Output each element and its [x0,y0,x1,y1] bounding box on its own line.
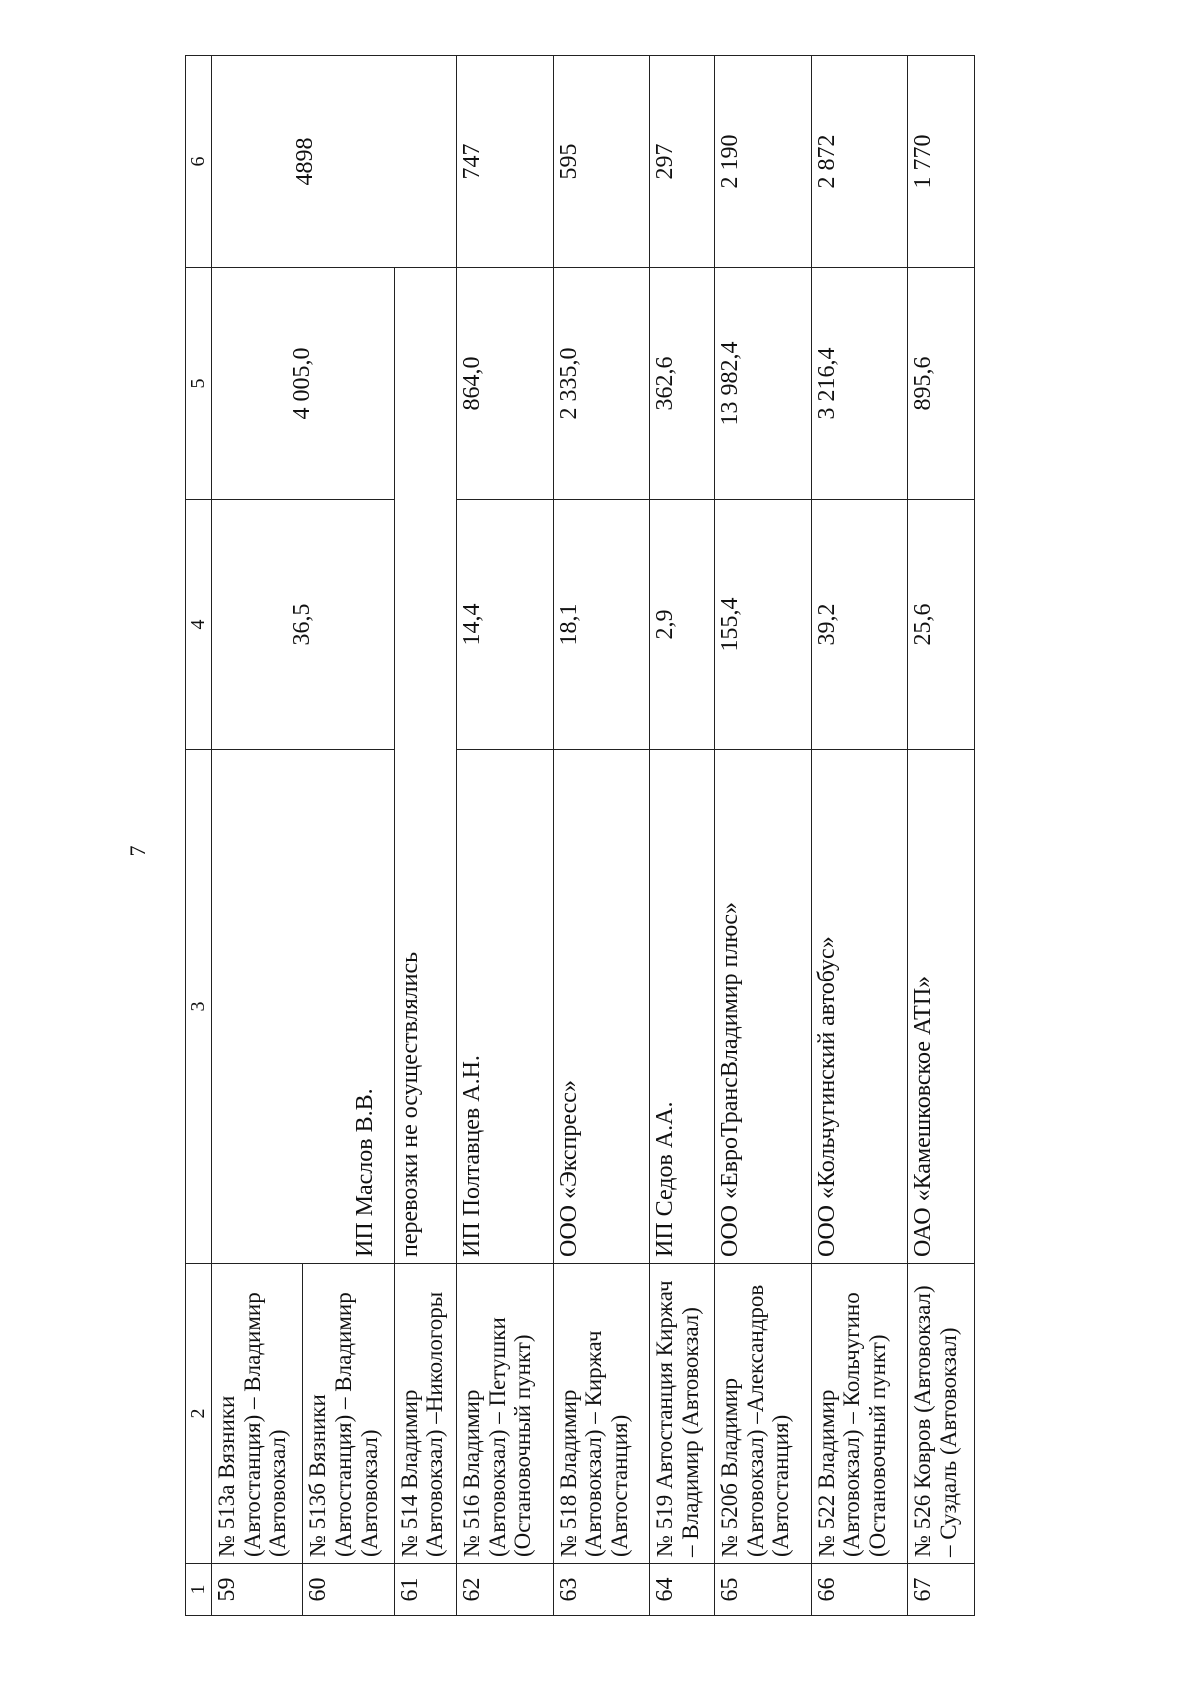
value-col5: 362,6 [650,268,714,500]
data-table [185,55,975,1616]
value-col5: 4 005,0 [211,268,394,500]
row-number: 59 [211,1564,302,1616]
row-number: 67 [908,1564,975,1616]
value-col6: 4898 [211,56,456,268]
table-row [211,56,302,1616]
value-col6: 2 190 [714,56,811,268]
carrier-cell: ООО «Кольчугинский автобус» [811,750,908,1264]
data-table-rotated [185,56,975,1616]
value-col4: 14,4 [456,500,553,750]
table-header-row [186,56,212,1616]
header-cell: 6 [186,56,212,268]
route-cell: № 526 Ковров (Автовокзал) – Суздаль (Автовокзал) [908,1264,975,1564]
value-col4: 2,9 [650,500,714,750]
table-row [714,56,811,1616]
route-cell: № 513б Вязники (Автостанция) – Владимир (Автовокзал) [303,1264,394,1564]
value-col6: 1 770 [908,56,975,268]
value-col5: 864,0 [456,268,553,500]
carrier-cell: ИП Седов А.А. [650,750,714,1264]
row-number: 63 [553,1564,650,1616]
route-cell: № 522 Владимир (Автовокзал) – Кольчугино (Остановочный пункт) [811,1264,908,1564]
value-col6: 297 [650,56,714,268]
value-col4: 36,5 [211,500,394,750]
carrier-cell: ИП Полтавцев А.Н. [456,750,553,1264]
value-col5: 13 982,4 [714,268,811,500]
carrier-cell: перевозки не осуществлялись [394,268,456,1264]
value-col6: 747 [456,56,553,268]
carrier-cell: ООО «Экспресс» [553,750,650,1264]
header-cell: 4 [186,500,212,750]
route-cell: № 519 Автостанция Киржач – Владимир (Автовокзал) [650,1264,714,1564]
header-cell: 1 [186,1564,212,1616]
page-number: 7 [125,845,150,857]
carrier-cell: ОАО «Камешковское АТП» [908,750,975,1264]
value-col4: 155,4 [714,500,811,750]
header-cell: 2 [186,1264,212,1564]
table-row [811,56,908,1616]
row-number: 64 [650,1564,714,1616]
table-row [650,56,714,1616]
table-row [553,56,650,1616]
table-row [908,56,975,1616]
header-cell: 3 [186,750,212,1264]
row-number: 66 [811,1564,908,1616]
route-cell: № 518 Владимир (Автовокзал) – Киржач (Автостанция) [553,1264,650,1564]
route-cell: № 514 Владимир (Автовокзал) –Никологоры [394,1264,456,1564]
row-number: 65 [714,1564,811,1616]
value-col6: 2 872 [811,56,908,268]
table-row [456,56,553,1616]
table-row [394,56,456,1616]
value-col5: 895,6 [908,268,975,500]
value-col4: 18,1 [553,500,650,750]
row-number: 60 [303,1564,394,1616]
value-col5: 3 216,4 [811,268,908,500]
value-col6: 595 [553,56,650,268]
carrier-cell: ИП Маслов В.В. [211,750,394,1264]
route-cell: № 520б Владимир (Автовокзал) –Александров (Автостанция) [714,1264,811,1564]
value-col4: 39,2 [811,500,908,750]
route-cell: № 516 Владимир (Автовокзал) – Петушки (Остановочный пункт) [456,1264,553,1564]
carrier-cell: ООО «ЕвроТрансВладимир плюс» [714,750,811,1264]
route-cell: № 513а Вязники (Автостанция) – Владимир (Автовокзал) [211,1264,302,1564]
value-col5: 2 335,0 [553,268,650,500]
value-col4: 25,6 [908,500,975,750]
header-cell: 5 [186,268,212,500]
row-number: 62 [456,1564,553,1616]
row-number: 61 [394,1564,456,1616]
